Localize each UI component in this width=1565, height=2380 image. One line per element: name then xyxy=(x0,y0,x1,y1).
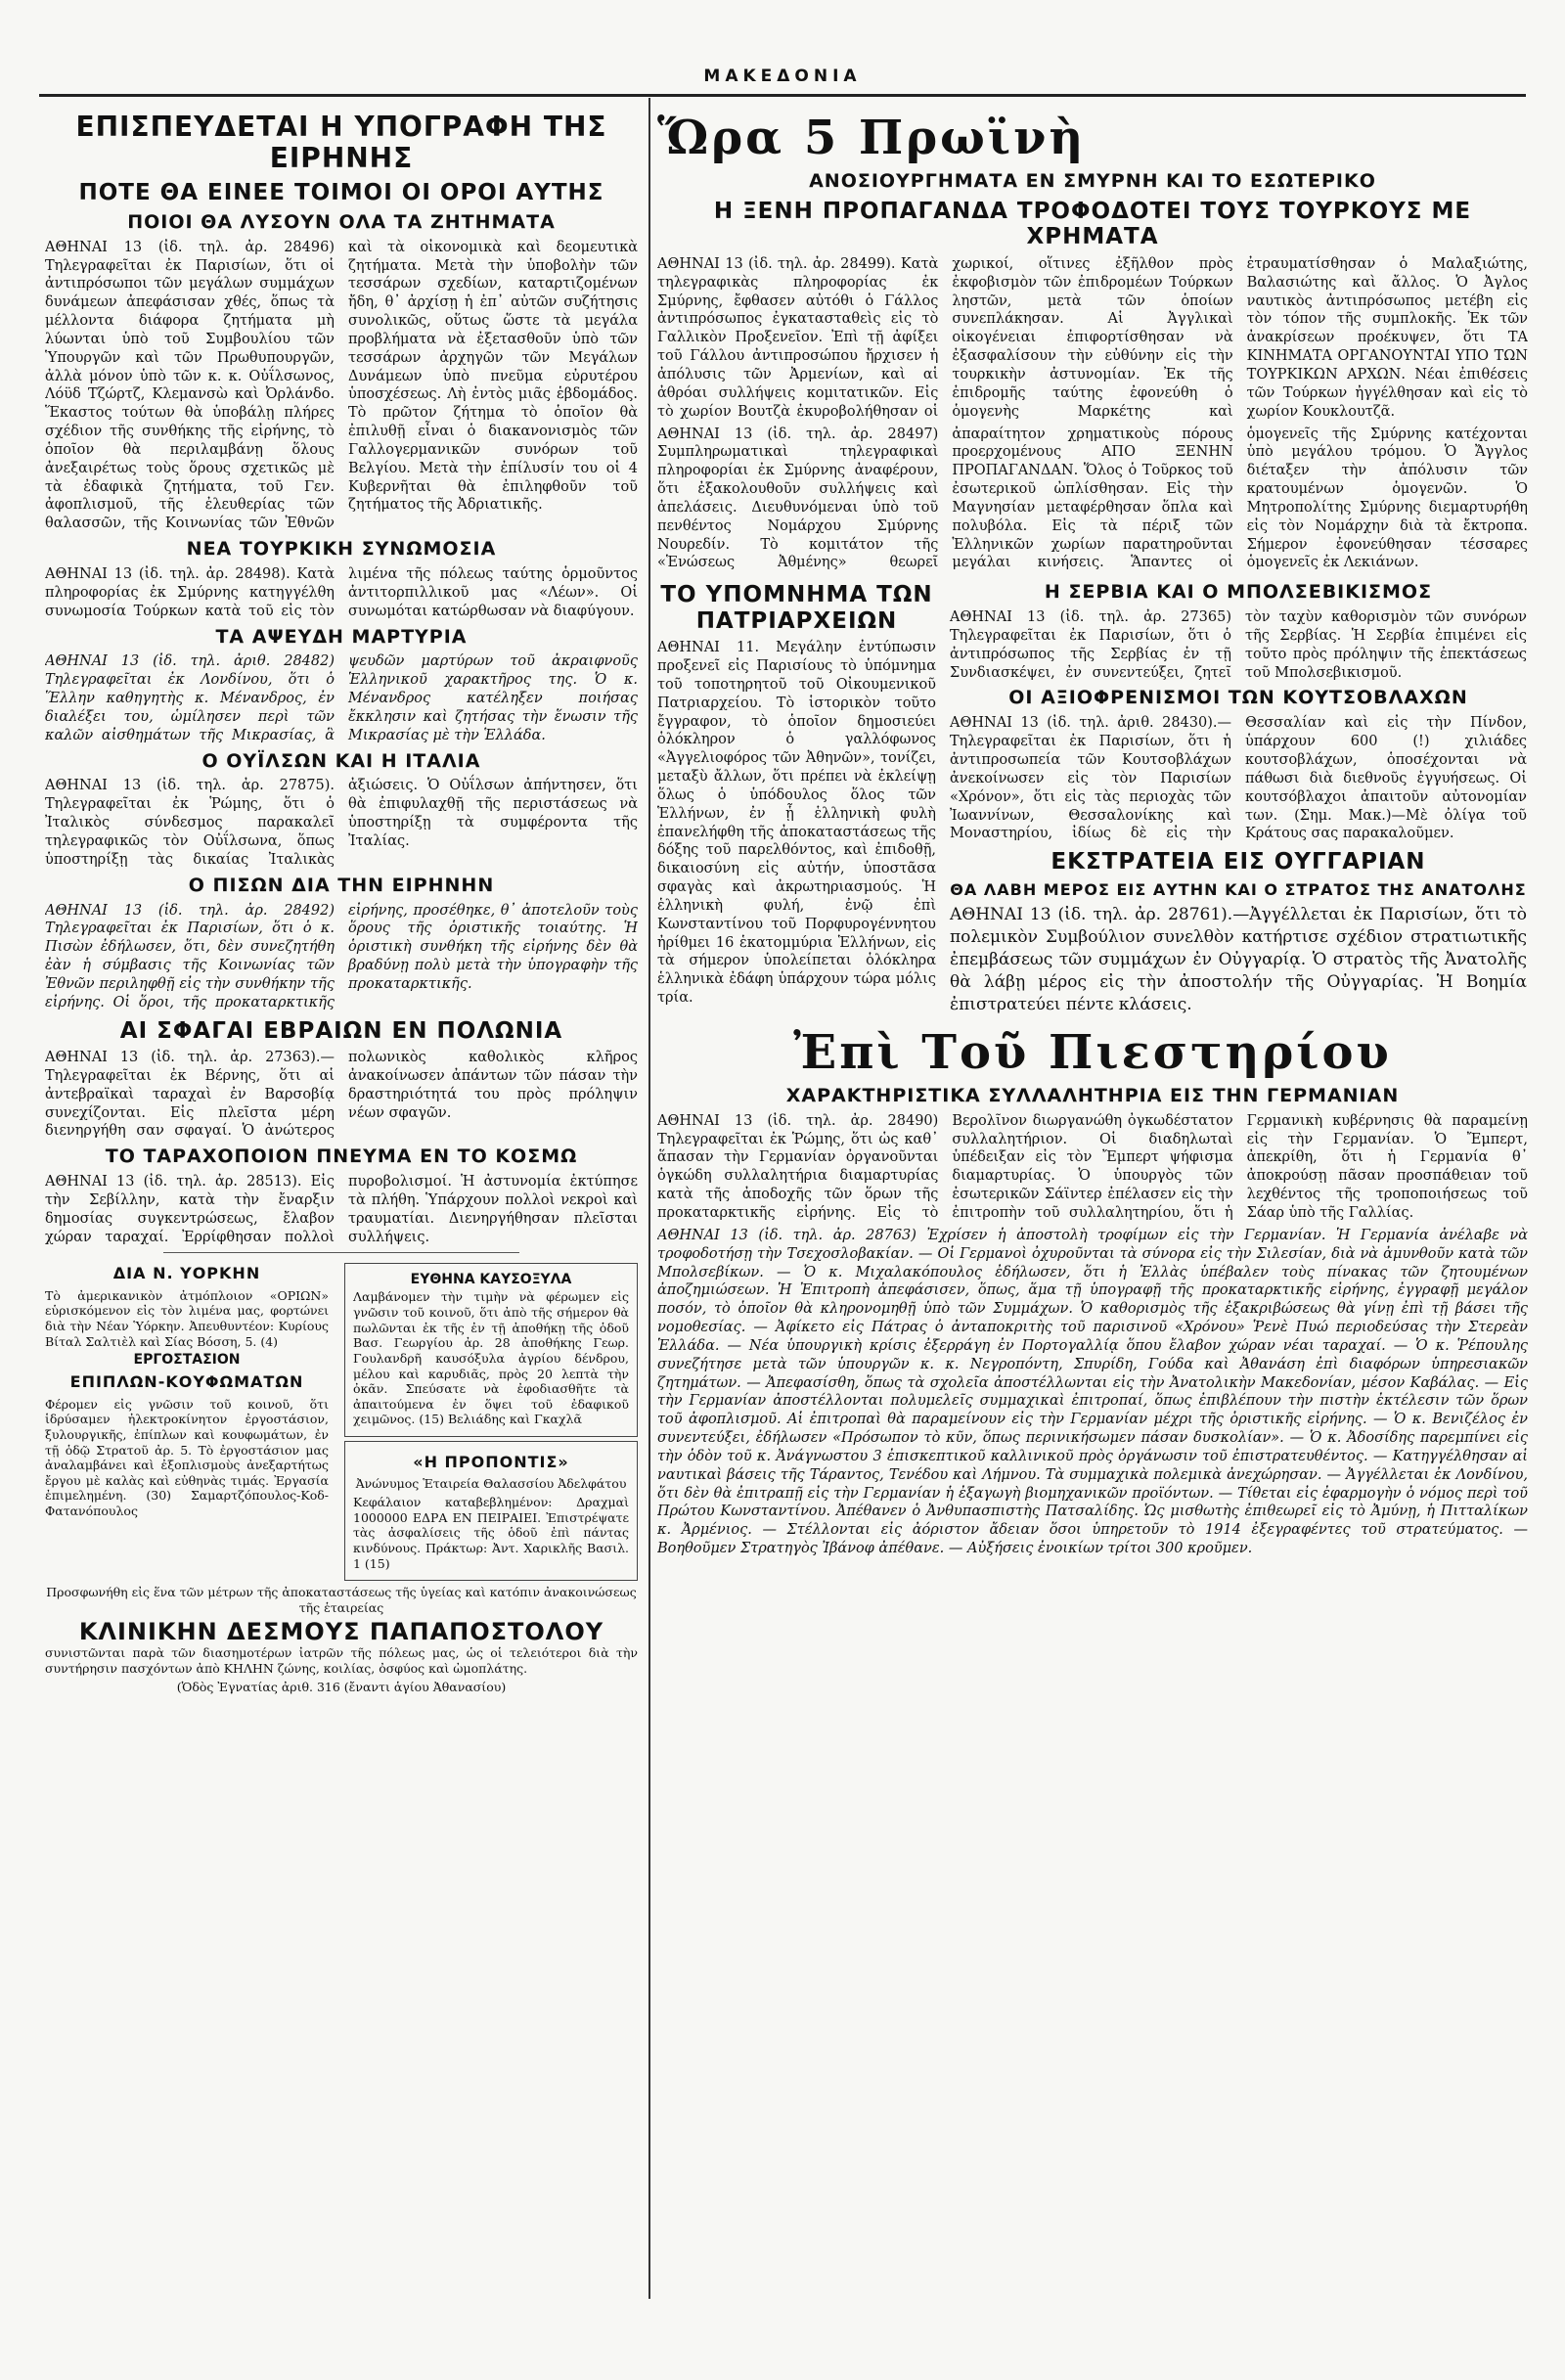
article-serbia-bolshevism: ΑΘΗΝΑΙ 13 (ἰδ. τηλ. ἀρ. 27365) Τηλεγραφεῖται ἐκ Παρισίων, ὅτι ὁ ἀντιπρόσωπος τῆς Σερβίας ἐν τῇ Συνδιασκέψει, ἐν συνεντεύξει, ζητεῖ τὸν ταχὺν καθορισμὸν τῶν συνόρων τῆς Σερβίας. Ἡ Σερβία ἐπιμένει εἰς τοῦτο πρὸς πρόληψιν τῆς ἐπεκτάσεως τοῦ Μπολσεβικισμοῦ. xyxy=(950,609,1527,681)
headline-poland-massacres: ΑΙ ΣΦΑΓΑΙ ΕΒΡΑΙΩΝ ΕΝ ΠΟΛΩΝΙΑ xyxy=(119,1017,563,1044)
headline-eastern-army: ΘΑ ΛΑΒΗ ΜΕΡΟΣ ΕΙΣ ΑΥΤΗΝ ΚΑΙ Ο ΣΤΡΑΤΟΣ ΤΗΣ ΑΝΑΤΟΛΗΣ xyxy=(950,879,1527,899)
masthead: ΜΑΚΕΔΟΝΙΑ xyxy=(703,67,862,86)
memo-serbia-row xyxy=(657,576,1528,1019)
headline-who-solves: ΠΟΙΟΙ ΘΑ ΛΥΣΟΥΝ ΟΛΑ ΤΑ ΖΗΤΗΜΑΤΑ xyxy=(127,210,556,233)
ad-firewood-text: Λαμβάνομεν τὴν τιμὴν νὰ φέρωμεν εἰς γνῶσιν τοῦ κοινοῦ, ὅτι ἀπὸ τῆς σήμερον θὰ πωλῶνται ἐκ τῆς ἐν τῇ ἀποθήκῃ τῆς ὁδοῦ Βασ. Γεωργίου ἀρ. 28 ἀποθήκης Γεωρ. Γουλανδρῆ καυσόξυλα ἀγρίου δένδρου, μέλου καὶ καρυδιᾶς, πρὸς 20 λεπτὰ τὴν ὀκᾶν. Σπεύσατε νὰ ἐφοδιασθῆτε τὰ ἀπαιτούμενα ἐν ὅψει τοῦ ἐδαφικοῦ χειμῶνος. (15) Βελιάδης καὶ Γκαχλᾶ xyxy=(353,1289,629,1427)
headline-kutsovlach: ΟΙ ΑΞΙΟΦΡΕΝΙΣΜΟΙ ΤΩΝ ΚΟΥΤΣΟΒΛΑΧΩΝ xyxy=(1008,687,1468,709)
masthead-rule xyxy=(39,94,1526,97)
headline-on-the-press: Ἐπὶ Τοῦ Πιεστηρίου xyxy=(793,1024,1392,1080)
article-hungary-campaign: ΑΘΗΝΑΙ 13 (ἰδ. τηλ. ἀρ. 28761).—Ἀγγέλλεται ἐκ Παρισίων, ὅτι τὸ πολεμικὸν Συμβούλιον συνελθὸν κατήρτισε σχέδιον στρατιωτικῆς ἐπεμβάσεως τῶν συμμάχων ἐν Οὐγγαρίᾳ. Ὁ στρατὸς τῆς Ἀνατολῆς θὰ λάβῃ μέρος εἰς τὴν ἀποστολήν τῆς Οὐγγαρίας. Ἡ Βοημία ἐπιστρατεύει πέντε κλάσεις. xyxy=(950,905,1527,1014)
ad-factory-sub: ΕΡΓΟΣΤΑΣΙΟΝ xyxy=(133,1352,241,1369)
ad-new-york-text: Τὸ ἀμερικανικὸν ἀτμόπλοιον «ΟΡΙΩΝ» εὑρισκόμενον εἰς τὸν λιμένα μας, φορτώνει διὰ τὴν Νέαν Ὑόρκην. Ἀπευθυντέον: Κυρίους Βίταλ Σαλτιὲλ καὶ Σίας Βόσση, 5. (4) xyxy=(45,1287,329,1349)
ad-kliniki-address: (Ὁδὸς Ἐγνατίας ἀριθ. 316 (ἔναντι ἁγίου Ἀθανασίου) xyxy=(176,1679,507,1694)
article-poland-massacres: ΑΘΗΝΑΙ 13 (ἰδ. τηλ. ἀρ. 27363).—Τηλεγραφεῖται ἐκ Βέρνης, ὅτι αἱ ἀντεβραϊκαὶ ταραχαὶ ἐν Βαρσοβίᾳ συνεχίζονται. Εἰς πλεῖστα μέρη διενηργήθη σαν σφαγαί. Ὁ ἀνώτερος πολωνικὸς καθολικὸς κλῆρος ἀνακοίνωσεν ἀπάντων τῶν πάσαν τὴν δραστηριότητά του πρὸς πρόληψιν νέων σφαγῶν. xyxy=(45,1050,638,1140)
ad-factory-title: ΕΠΙΠΛΩΝ-ΚΟΥΦΩΜΑΤΩΝ xyxy=(69,1372,304,1392)
ad-propontis-title: «Η ΠΡΟΠΟΝΤΙΣ» xyxy=(413,1453,569,1472)
separator xyxy=(163,1252,519,1253)
article-pichon-peace: ΑΘΗΝΑΙ 13 (ἰδ. τηλ. ἀρ. 28492) Τηλεγραφεῖται ἐκ Παρισίων, ὅτι ὁ κ. Πισὼν ἐδήλωσεν, ὅτι, δὲν συνεζητήθη ἐὰν ἡ σύμβασις τῆς Κοινωνίας τῶν Ἐθνῶν περιληφθῇ εἰς τὴν συνθήκην τῆς εἰρήνης. Οἱ ὅροι, τῆς προκαταρκτικῆς εἰρήνης, προσέθηκε, θ᾽ ἀποτελοῦν τοὺς ὅρους τῆς ὁριστικῆς τοιαύτης. Ἡ ὁριστικὴ συνθήκη τῆς εἰρήνης δὲν θὰ βραδύνῃ πολὺ μετὰ τὴν ὑπογραφὴν τῆς προκαταρκτικῆς. xyxy=(45,902,638,1010)
headline-serbia-bolshevism: Η ΣΕΡΒΙΑ ΚΑΙ Ο ΜΠΟΛΣΕΒΙΚΙΣΜΟΣ xyxy=(1044,581,1433,604)
headline-foreign-propaganda: Η ΞΕΝΗ ΠΡΟΠΑΓΑΝΔΑ ΤΡΟΦΟΔΟΤΕΙ ΤΟΥΣ ΤΟΥΡΚΟΥΣ ΜΕ ΧΡΗΜΑΤΑ xyxy=(713,199,1472,250)
article-unrest-world: ΑΘΗΝΑΙ 13 (ἰδ. τηλ. ἀρ. 28513). Εἰς τὴν Σεβίλλην, κατὰ τὴν ἔναρξιν δημοσίας συγκεντρώσεως, ἔλαβον χώραν ταραχαί. Ἐρρίφθησαν πολλοὶ πυροβολισμοί. Ἡ ἀστυνομία ἐκτύπησε τὰ πλήθη. Ὑπάρχουν πολλοὶ νεκροὶ καὶ τραυματίαι. Διενηργήθησαν πλεῖσται συλλήψεις. xyxy=(45,1174,638,1245)
headline-peace-signing: ΕΠΙΣΠΕΥΔΕΤΑΙ Η ΥΠΟΓΡΑΦΗ ΤΗΣ ΕΙΡΗΝΗΣ xyxy=(75,111,607,175)
ad-new-york-title: ΔΙΑ Ν. ΥΟΡΚΗΝ xyxy=(112,1264,261,1283)
headline-germany-rallies: ΧΑΡΑΚΤΗΡΙΣΤΙΚΑ ΣΥΛΛΑΛΗΤΗΡΙΑ ΕΙΣ ΤΗΝ ΓΕΡΜΑΝΙΑΝ xyxy=(785,1084,1400,1106)
article-patriarchate-memo: ΑΘΗΝΑΙ 11. Μεγάλην ἐντύπωσιν προξενεῖ εἰς Παρισίους τὸ ὑπόμνημα τοῦ τοποτηρητοῦ τοῦ Οἰκουμενικοῦ Πατριαρχείου. Τὸ ἱστορικὸν τοῦτο ἔγγραφον, τὸ ὁποῖον δημοσιεύει ὁλόκληρον ὁ γαλλόφωνος «Ἀγγελιοφόρος τῶν Ἀθηνῶν», τονίζει, μεταξὺ ἄλλων, ὅτι πρέπει νὰ ἐκλείψῃ ὅλως ὁ ὑπόδουλος ὅλος τῶν Ἑλλήνων, ἐν ᾗ ἑλληνικὴ φυλὴ ἐπανελήφθη τῆς ἀποκαταστάσεως τῆς δόξης τοῦ παρελθόντος, καὶ ἐπιδοθῇ, δικαιοσύνη εἰς αὐτήν, ὑποστᾶσα σφαγὰς καὶ ἀκρωτηριασμούς. Ἡ ἑλληνικὴ φυλή, ἐνῷ ἐπὶ Κωνσταντίνου τοῦ Πορφυρογέννητου ἠρίθμει 16 ἑκατομμύρια Ἑλλήνων, εἰς τὰ σήμερον ὑπολείπεται ὁλόκληρα ἑλληνικὰ ἐδάφη ὑπάρχουν τώρα μόλις τρία. xyxy=(657,640,936,1007)
article-smyrna-1: ΑΘΗΝΑΙ 13 (ἰδ. τηλ. ἀρ. 28499). Κατὰ τηλεγραφικὰς πληροφορίας ἐκ Σμύρνης, ἔφθασεν αὐτόθι ὁ Γάλλος ἀντιπρόσωπος ἐγκατασταθεὶς εἰς τὸ Γαλλικὸν Προξενεῖον. Ἐπὶ τῇ ἀφίξει τοῦ Γάλλου ἀντιπροσώπου ἤρχισεν ἡ ἀπόλυσις τῶν Ἀρμενίων, καὶ αἱ ἀθρόαι συλλήψεις κομιτατικῶν. Εἰς τὸ χωρίον Βουτζὰ ἐκυροβολήθησαν οἱ χωρικοί, οἵτινες ἐξῆλθον πρὸς ἐκφοβισμὸν τῶν ἐπιδρομέων Τούρκων ληστῶν, μετὰ τῶν ὁποίων συνεπλάκησαν. Αἱ Ἀγγλικαὶ οἰκογένειαι ἐπιφορτίσθησαν νὰ ἐξασφαλίσουν τὴν εὐθύνην εἰς τὴν τουρκικὴν ἀστυνομίαν. Ἐκ τῆς ἐπιδρομῆς ταύτης ἐφονεύθη ὁ ὁμογενὴς Μαρκέτης καὶ ἐτραυματίσθησαν ὁ Μαλαξιώτης, Βαλασιώτης καὶ ἄλλος. Ὁ Ἀγλος ναυτικὸς ἀντιπρόσωπος μετέβη εἰς τὸν τόπον τῆς συμπλοκῆς. Ἐκ τῶν ἀνακρίσεων προέκυψεν, ὅτι ΤΑ ΚΙΝΗΜΑΤΑ ΟΡΓΑΝΟΥΝΤΑΙ ΥΠΟ ΤΩΝ ΤΟΥΡΚΙΚΩΝ ΑΡΧΩΝ. Νέαι ἐπιθέσεις τῶν Τούρκων ἠγγέλθησαν καὶ εἰς τὸ χωρίον Κουκλουτζᾶ. xyxy=(657,255,1528,420)
middle-ads xyxy=(344,1259,638,1585)
headline-turkish-conspiracy: ΝΕΑ ΤΟΥΡΚΙΚΗ ΣΥΝΩΜΟΣΙΑ xyxy=(186,538,497,561)
column-divider xyxy=(648,98,650,2299)
headline-hungary-campaign: ΕΚΣΤΡΑΤΕΙΑ ΕΙΣ ΟΥΓΓΑΡΙΑΝ xyxy=(1051,849,1426,876)
ad-propontis xyxy=(344,1441,638,1581)
ad-propontis-text: Κεφάλαιον καταβεβλημένον: Δραχμαὶ 1000000 ΕΔΡΑ ΕΝ ΠΕΙΡΑΙΕΙ. Ἐπιστρέψατε τὰς ἀσφαλίσεις τῆς ὁδοῦ ἐπὶ πάντας κινδύνους. Πράκτωρ: Ἀντ. Χαρικλῆς Βασιλ. 1 (15) xyxy=(353,1495,629,1571)
article-peace: ΑΘΗΝΑΙ 13 (ἰδ. τηλ. ἀρ. 28496) Τηλεγραφεῖται ἐκ Παρισίων, ὅτι οἱ ἀντιπρόσωποι τῶν μεγάλων συμμάχων δυνάμεων ἀπεφάσισαν χθές, ὅπως τὰ μέλλοντα διάφορα ζητήματα μὴ λύωνται ὑπὸ τοῦ Συμβουλίου τῶν Ὑπουργῶν καὶ τῶν Πρωθυπουργῶν, ἀλλὰ μόνον ὑπὸ τῶν κ. κ. Οὐΐλσωνος, Λόϋδ Τζώρτζ, Κλεμανσὼ καὶ Ὀρλάνδο. Ἕκαστος τούτων θὰ ὑποβάλῃ πλήρες σχέδιον τῆς συνθήκης τῆς εἰρήνης, τὸ ὁποῖον θὰ περιλαμβάνῃ ὅλους ἀνεξαιρέτως τοὺς ὅρους σχετικῶς μὲ τὰ ἐδαφικὰ ζητήματα, τοῦ Γεν. ἀφοπλισμοῦ, τῆς ἐλευθερίας τῶν θαλασσῶν, τῆς Κοινωνίας τῶν Ἐθνῶν καὶ τὰ οἰκονομικὰ καὶ δεομευτικὰ ζητήματα. Μετὰ τὴν ὑποβολὴν τῶν τεσσάρων σχεδίων, καταρτιζομένων ἤδη, θ᾽ ἀρχίσῃ ἡ ἐπ᾽ αὐτῶν συζήτησις συνολικῶς, οὕτως ὥστε τὰ μεγάλα προβλήματα νὰ ἐξετασθοῦν ὑπὸ τῶν τεσσάρων ἀρχηγῶν τῶν Μεγάλων Δυνάμεων ὑπὸ πνεῦμα εὐρυτέρου ὑποσχέσεως. Λὴ ἐντὸς μιᾶς ἑβδομάδος. Τὸ πρῶτον ζήτημα τὸ ὁποῖον θὰ ἐπιλυθῇ εἶναι ὁ διακανονισμὸς τῶν Γαλλογερμανικῶν συνόρων τοῦ Βελγίου. Μετὰ τὴν ἐπίλυσίν του οἱ 4 Κυβερνῆται θὰ ἐπιληφθοῦν τοῦ ζητήματος τῆς Ἀδριατικῆς. xyxy=(45,239,638,532)
article-turkish-conspiracy: ΑΘΗΝΑΙ 13 (ἰδ. τηλ. ἀρ. 28498). Κατὰ πληροφορίας ἐκ Σμύρνης κατηγγέλθη συνωμοσία Τούρκων κατὰ τοῦ εἰς τὸν λιμένα τῆς πόλεως ταύτης ὁρμοῦντος ἀντιτορπιλλικοῦ μας «Λέων». Οἱ συνωμόται κατώρθωσαν νὰ διαφύγουν. xyxy=(45,566,638,619)
article-press-news: ΑΘΗΝΑΙ 13 (ἰδ. τηλ. ἀρ. 28763) Ἐχρίσεν ἡ ἀποστολὴ τροφίμων εἰς τὴν Γερμανίαν. Ἡ Γερμανία ἀνέλαβε νὰ τροφοδοτήσῃ τὴν Τσεχοσλοβακίαν. — Οἱ Γερμανοὶ ὀχυροῦνται τὰ σύνορα εἰς τὴν Σιλεσίαν, διὰ νὰ ἀμυνθοῦν κατὰ τῶν Μπολσεβίκων. — Ὁ κ. Μιχαλακόπουλος ἐδήλωσεν, ὅτι ἡ Ἑλλὰς ὑπέβαλεν τοὺς πίνακας τῶν ζητουμένων ἀποζημιώσεων. Ἡ Ἐπιτροπὴ ἀπεφάσισεν, ὅπως, ἅμα τῇ ὑπογραφῇ τῆς προκαταρκτικῆς εἰρήνης, ἐγγραφῇ μεγάλον ποσόν, τὸ ὁποῖον θὰ κληρονομηθῇ ὑπὸ τῶν Συμμάχων. Ὁ καθορισμὸς τῆς ἐξακριβώσεως θὰ γίνῃ ἐπὶ τῇ βάσει τῆς νομοθεσίας. — Ἀφίκετο εἰς Πάτρας ὁ ἀνταποκριτὴς τοῦ παρισινοῦ «Χρόνου» Ῥενὲ Πυώ περιοδεύσας τὴν Στερεὰν Ἑλλάδα. — Νέα ὑπουργικὴ κρίσις ἐξερράγη ἐν Πορτογαλλίᾳ ὅπου ἔλαβον χώραν νέαι ταραχαί. — Ὁ κ. Ῥέπουλης συνεζήτησε μετὰ τῶν ὑπουργῶν κ. κ. Νεγροπόντη, Σπυρίδη, Γούδα καὶ Ἀθανάση ἐπὶ διαφόρων ὑπηρεσιακῶν ζητημάτων. — Ἀπεφασίσθη, ὅπως τὰ σχολεῖα ἀποστέλλωνται εἰς τὴν Ἀνατολικὴν Μακεδονίαν, μέσον Καβάλας. — Εἰς τὴν Γερμανίαν ἀποστέλλονται πολυμελεῖς συμμαχικαὶ ἐπιτροπαί, ὅπως ἐπιβλέπουν τὴν πιστὴν ἐκτέλεσιν τῶν ὅρων τοῦ ἀφοπλισμοῦ. Αἱ ἐπιτροπαὶ θὰ παραμείνουν εἰς τὴν Γερμανίαν μέχρι τῆς ὁριστικῆς εἰρήνης. — Ὁ κ. Βενιζέλος ἐν συνεντεύξει, ἐδήλωσεν «Πρόσωπον τὸ κῦν, ὅπως περινικήσωμεν πάσαν δυσκολίαν». — Ὁ κ. Ἀδοσίδης παρεμπίνει εἰς τὴν ὁδὸν τοῦ κ. Ἀνάγνωστου 3 ἐπισκεπτικοῦ καλλινικοῦ πρὸς ὀργάνωσιν τοῦ ἐπιστρατευθέντος. — Κατηγγέλθησαν αἱ ναυτικαὶ βάσεις τῆς Τάραντος, Τενέδου καὶ Λήμνου. Τὰ συμμαχικὰ πολεμικὰ ἀνεχώρησαν. — Ἀγγέλλεται ἐκ Λονδίνου, ὅτι δὲν θὰ ἐπιτραπῇ εἰς τὴν Γερμανίαν ἡ ἐξαγωγὴ βιομηχανικῶν προϊόντων. — Τίθεται εἰς ἐφαρμογὴν ὁ νόμος περὶ τοῦ Πρώτου Κωνσταντίνου. Ἀπέθανεν ὁ Ἀνθυπασπιστὴς Πατσαλίδης. Ὡς μισθωτὴς ἐπιθεωρεῖ εἰς τὸ Ἀμύνῃ, ἡ Πιτταλίκων κ. Ἀρμένιος. — Στέλλονται εἰς ἀόριστον ἄδειαν ὅσοι ὑπηρετοῦν τὸ 1914 ἐξεγραφέντες τοῦ στρατεύματος. — Βοηθοῦμεν Στρατηγὸς Ἰβάνοφ ἀπέθανε. — Αὐξήσεις ἐνοικίων τρίτοι 300 κροῦμεν. xyxy=(657,1227,1528,1557)
article-germany-rallies: ΑΘΗΝΑΙ 13 (ἰδ. τηλ. ἀρ. 28490) Τηλεγραφεῖται ἐκ Ῥώμης, ὅτι ὡς καθ᾽ ἅπασαν τὴν Γερμανίαν ὀργανοῦνται ὁγκώδη συλλαλητήρια διαμαρτυρίας κατὰ τῆς ἀποδοχῆς τῶν ὅρων τῆς προκαταρκτικῆς εἰρήνης. Εἰς τὸ Βερολῖνον διωργανώθη ὀγκωδέστατον συλλαλητήριον. Οἱ διαδηλωταὶ ὑπέδειξαν εἰς τὸν Ἔμπερτ ψήφισμα διαμαρτυρίας. Ὁ ὑπουργὸς τῶν ἐσωτερικῶν Σάϊντερ ἐπέλασεν εἰς τὴν ἐπιτροπὴν τοῦ συλλαλητηρίου, ὅτι ἡ Γερμανικὴ κυβέρνησις θὰ παραμείνῃ εἰς τὴν Γερμανίαν. Ὁ Ἔμπερτ, ἀπεκρίθη, ὅτι ἡ Γερμανία θ᾽ ἀποκρούσῃ πᾶσαν προσπάθειαν τοῦ λεχθέντος τῆς τροποποιήσεως τοῦ Σάαρ ὑπὸ τῆς Γαλλίας. xyxy=(657,1112,1528,1221)
headline-patriarchate-memo: ΤΟ ΥΠΟΜΝΗΜΑ ΤΩΝ ΠΑΤΡΙΑΡΧΕΙΩΝ xyxy=(660,582,933,634)
ad-firewood xyxy=(344,1263,638,1437)
headline-unrest-world: ΤΟ ΤΑΡΑΧΟΠΟΙΟΝ ΠΝΕΥΜΑ ΕΝ ΤΟ ΚΟΣΜΩ xyxy=(105,1145,578,1168)
ad-kliniki-title: ΚΛΙΝΙΚΗΝ ΔΕΣΜΟΥΣ ΠΑΠΑΠΟΣΤΟΛΟΥ xyxy=(78,1618,604,1646)
headline-wilson-italy: Ο ΟΥΪΛΣΩΝ ΚΑΙ Η ΙΤΑΛΙΑ xyxy=(201,749,481,772)
right-column xyxy=(657,106,1528,2326)
ad-kliniki-text: συνιστῶνται παρὰ τῶν διασημοτέρων ἰατρῶν τῆς πόλεως μας, ὡς οἱ τελειότεροι διὰ τὴν συντήρησιν πασχόντων ἀπὸ ΚΗΛΗΝ ζώνης, κοιλίας, ὀσφύος καὶ ὠμοπλάτης. xyxy=(45,1645,638,1677)
headline-smyrna-atrocities: ΑΝΟΣΙΟΥΡΓΗΜΑΤΑ ΕΝ ΣΜΥΡΝΗ ΚΑΙ ΤΟ ΕΣΩΤΕΡΙΚΟ xyxy=(809,170,1376,193)
ad-firewood-title: ΕΥΘΗΝΑ ΚΑΥΣΟΞΥΛΑ xyxy=(410,1272,572,1288)
article-smyrna-2: ΑΘΗΝΑΙ 13 (ἰδ. τηλ. ἀρ. 28497) Συμπληρωματικαὶ τηλεγραφικαὶ πληροφορίαι ἐκ Σμύρνης ἀναφέρουν, ὅτι ἐξακολουθοῦν συλλήψεις καὶ ἀπελάσεις. Διευθυνόμεναι ὑπὸ τοῦ πενθέντος Νομάρχου Σμύρνης Νουρεδίν. Τὸ κομιτάτον τῆς «Ἑνώσεως Ἀθμένης» θεωρεῖ ἀπαραίτητον χρηματικοὺς πόρους προερχομένους ΑΠΟ ΞΕΝΗΝ ΠΡΟΠΑΓΑΝΔΑΝ. Ὅλος ὁ Τοῦρκος τοῦ ἐσωτερικοῦ ὠπλίσθησαν. Εἰς τὴν Μαγνησίαν μεταφέρθησαν ὅπλα καὶ πολυβόλα. Εἰς τὰ πέριξ τῶν Ἑλληνικῶν χωρίων παρατηροῦνται μεγάλαι κινήσεις. Ἅπαντες οἱ ὁμογενεῖς τῆς Σμύρνης κατέχονται ὑπὸ μεγάλου τρόμου. Ὁ Ἄγγλος διέταξεν τὴν ἀπόλυσιν τῶν κρατουμένων ὁμογενῶν. Ὁ Μητροπολίτης Σμύρνης διεμαρτυρήθη εἰς τὸν Νομάρχην διὰ τὰ ἔκτροπα. Σήμερον ἐφονεύθησαν τέσσαρες ὁμογενεῖς ἐκ Λεκιάνων. xyxy=(657,426,1528,571)
ad-propontis-sub: Ἀνώνυμος Ἑταιρεία Θαλασσίου Ἀδελφάτου xyxy=(355,1476,627,1492)
ad-factory-text: Φέρομεν εἰς γνῶσιν τοῦ κοινοῦ, ὅτι ἱδρύσαμεν ἠλεκτροκίνητον ἐργοστάσιον, ξυλουργικῆς, ἐπίπλων καὶ κουφωμάτων, ἐν τῇ ὁδῷ Στρατοῦ ἀρ. 5. Τὸ ἐργοστάσιον μας ἀναλαμβάνει καὶ ἐξοπλισμοὺς ἀνεξαρτήτως ἔργου μὲ καλὰς καὶ εὐθηνὰς τιμάς. Ἐργασία ἐπιμελημένη. (30) Σαμαρτζόπουλος-Κοδ-Φατανόπουλος xyxy=(45,1396,329,1519)
serbia-vlach-block xyxy=(950,576,1527,1019)
headline-5am: Ὥρα 5 Πρωϊνὴ xyxy=(657,111,1087,165)
left-ads xyxy=(45,1259,329,1521)
article-true-testimonies: ΑΘΗΝΑΙ 13 (ἰδ. τηλ. ἀριθ. 28482) Τηλεγραφεῖται ἐκ Λονδίνου, ὅτι ὁ Ἕλλην καθηγητὴς κ. Μένανδρος, ἐν διαλέξει του, ὡμίλησεν περὶ τῶν καλῶν αἰσθημάτων τῆς Μικρασίας, ἃ ψευδῶν μαρτύρων τοῦ ἀκραιφνοῦς Ἑλληνικοῦ χαρακτῆρος της. Ὁ κ. Μένανδρος κατέληξεν ποιήσας ἔκκλησιν καὶ ζητήσας τὴν ἕνωσιν τῆς Μικρασίας μὲ τὴν Ἑλλάδα. xyxy=(45,653,638,743)
headline-terms-ready: ΠΟΤΕ ΘΑ ΕΙΝΕΕ ΤΟΙΜΟΙ ΟΙ ΟΡΟΙ ΑΥΤΗΣ xyxy=(78,180,604,206)
memo-block xyxy=(657,576,936,1019)
article-wilson-italy: ΑΘΗΝΑΙ 13 (ἰδ. τηλ. ἀρ. 27875). Τηλεγραφεῖται ἐκ Ῥώμης, ὅτι ὁ Ἰταλικὸς σύνδεσμος παρακαλεῖ τηλεγραφικῶς τὸν Οὐΐλσωνα, ὅπως ὑποστηρίξῃ τὰς δικαίας Ἰταλικὰς ἀξιώσεις. Ὁ Οὐΐλσων ἀπήντησεν, ὅτι θὰ ἐπιφυλαχθῇ τῆς περιστάσεως νὰ ὑποστηρίξῃ τὰ συμφέροντα τῆς Ἰταλίας. xyxy=(45,778,638,868)
article-kutsovlach: ΑΘΗΝΑΙ 13 (ἰδ. τηλ. ἀριθ. 28430).—Τηλεγραφεῖται ἐκ Παρισίων, ὅτι ἡ ἀντιπροσωπεία τῶν Κουτσοβλάχων ἀνεκοίνωσεν εἰς τὸν Παρισίων «Χρόνον», ὅτι εἰς τὰς περιοχὰς τῶν Ἰωαννίνων, Θεσσαλονίκης καὶ Μοναστηρίου, ἰδίως δὲ εἰς τὴν Θεσσαλίαν καὶ εἰς τὴν Πίνδον, ὑπάρχουν 600 (!) χιλιάδες κουτσοβλάχων, ὁποσέχονται νὰ πάθωσι διὰ διεθνοῦς ἐγγυήσεως. Οἱ κουτσόβλαχοι ἀπαιτοῦν αὐτονομίαν των. (Σημ. Μακ.)—Μὲ ὀλίγα τοῦ Κράτους σας παρακαλοῦμεν. xyxy=(950,715,1527,842)
headline-true-testimonies: ΤΑ ΑΨΕΥΔΗ ΜΑΡΤΥΡΙΑ xyxy=(215,625,468,648)
left-column xyxy=(45,106,638,2326)
notice-text: Προσφωνήθη εἰς ἕνα τῶν μέτρων τῆς ἀποκαταστάσεως τῆς ὑγείας καὶ κατόπιν ἀνακοινώσεως τῆς ἑταιρείας xyxy=(46,1585,637,1615)
headline-pichon-peace: Ο ΠΙΣΩΝ ΔΙΑ ΤΗΝ ΕΙΡΗΝΗΝ xyxy=(188,874,495,896)
